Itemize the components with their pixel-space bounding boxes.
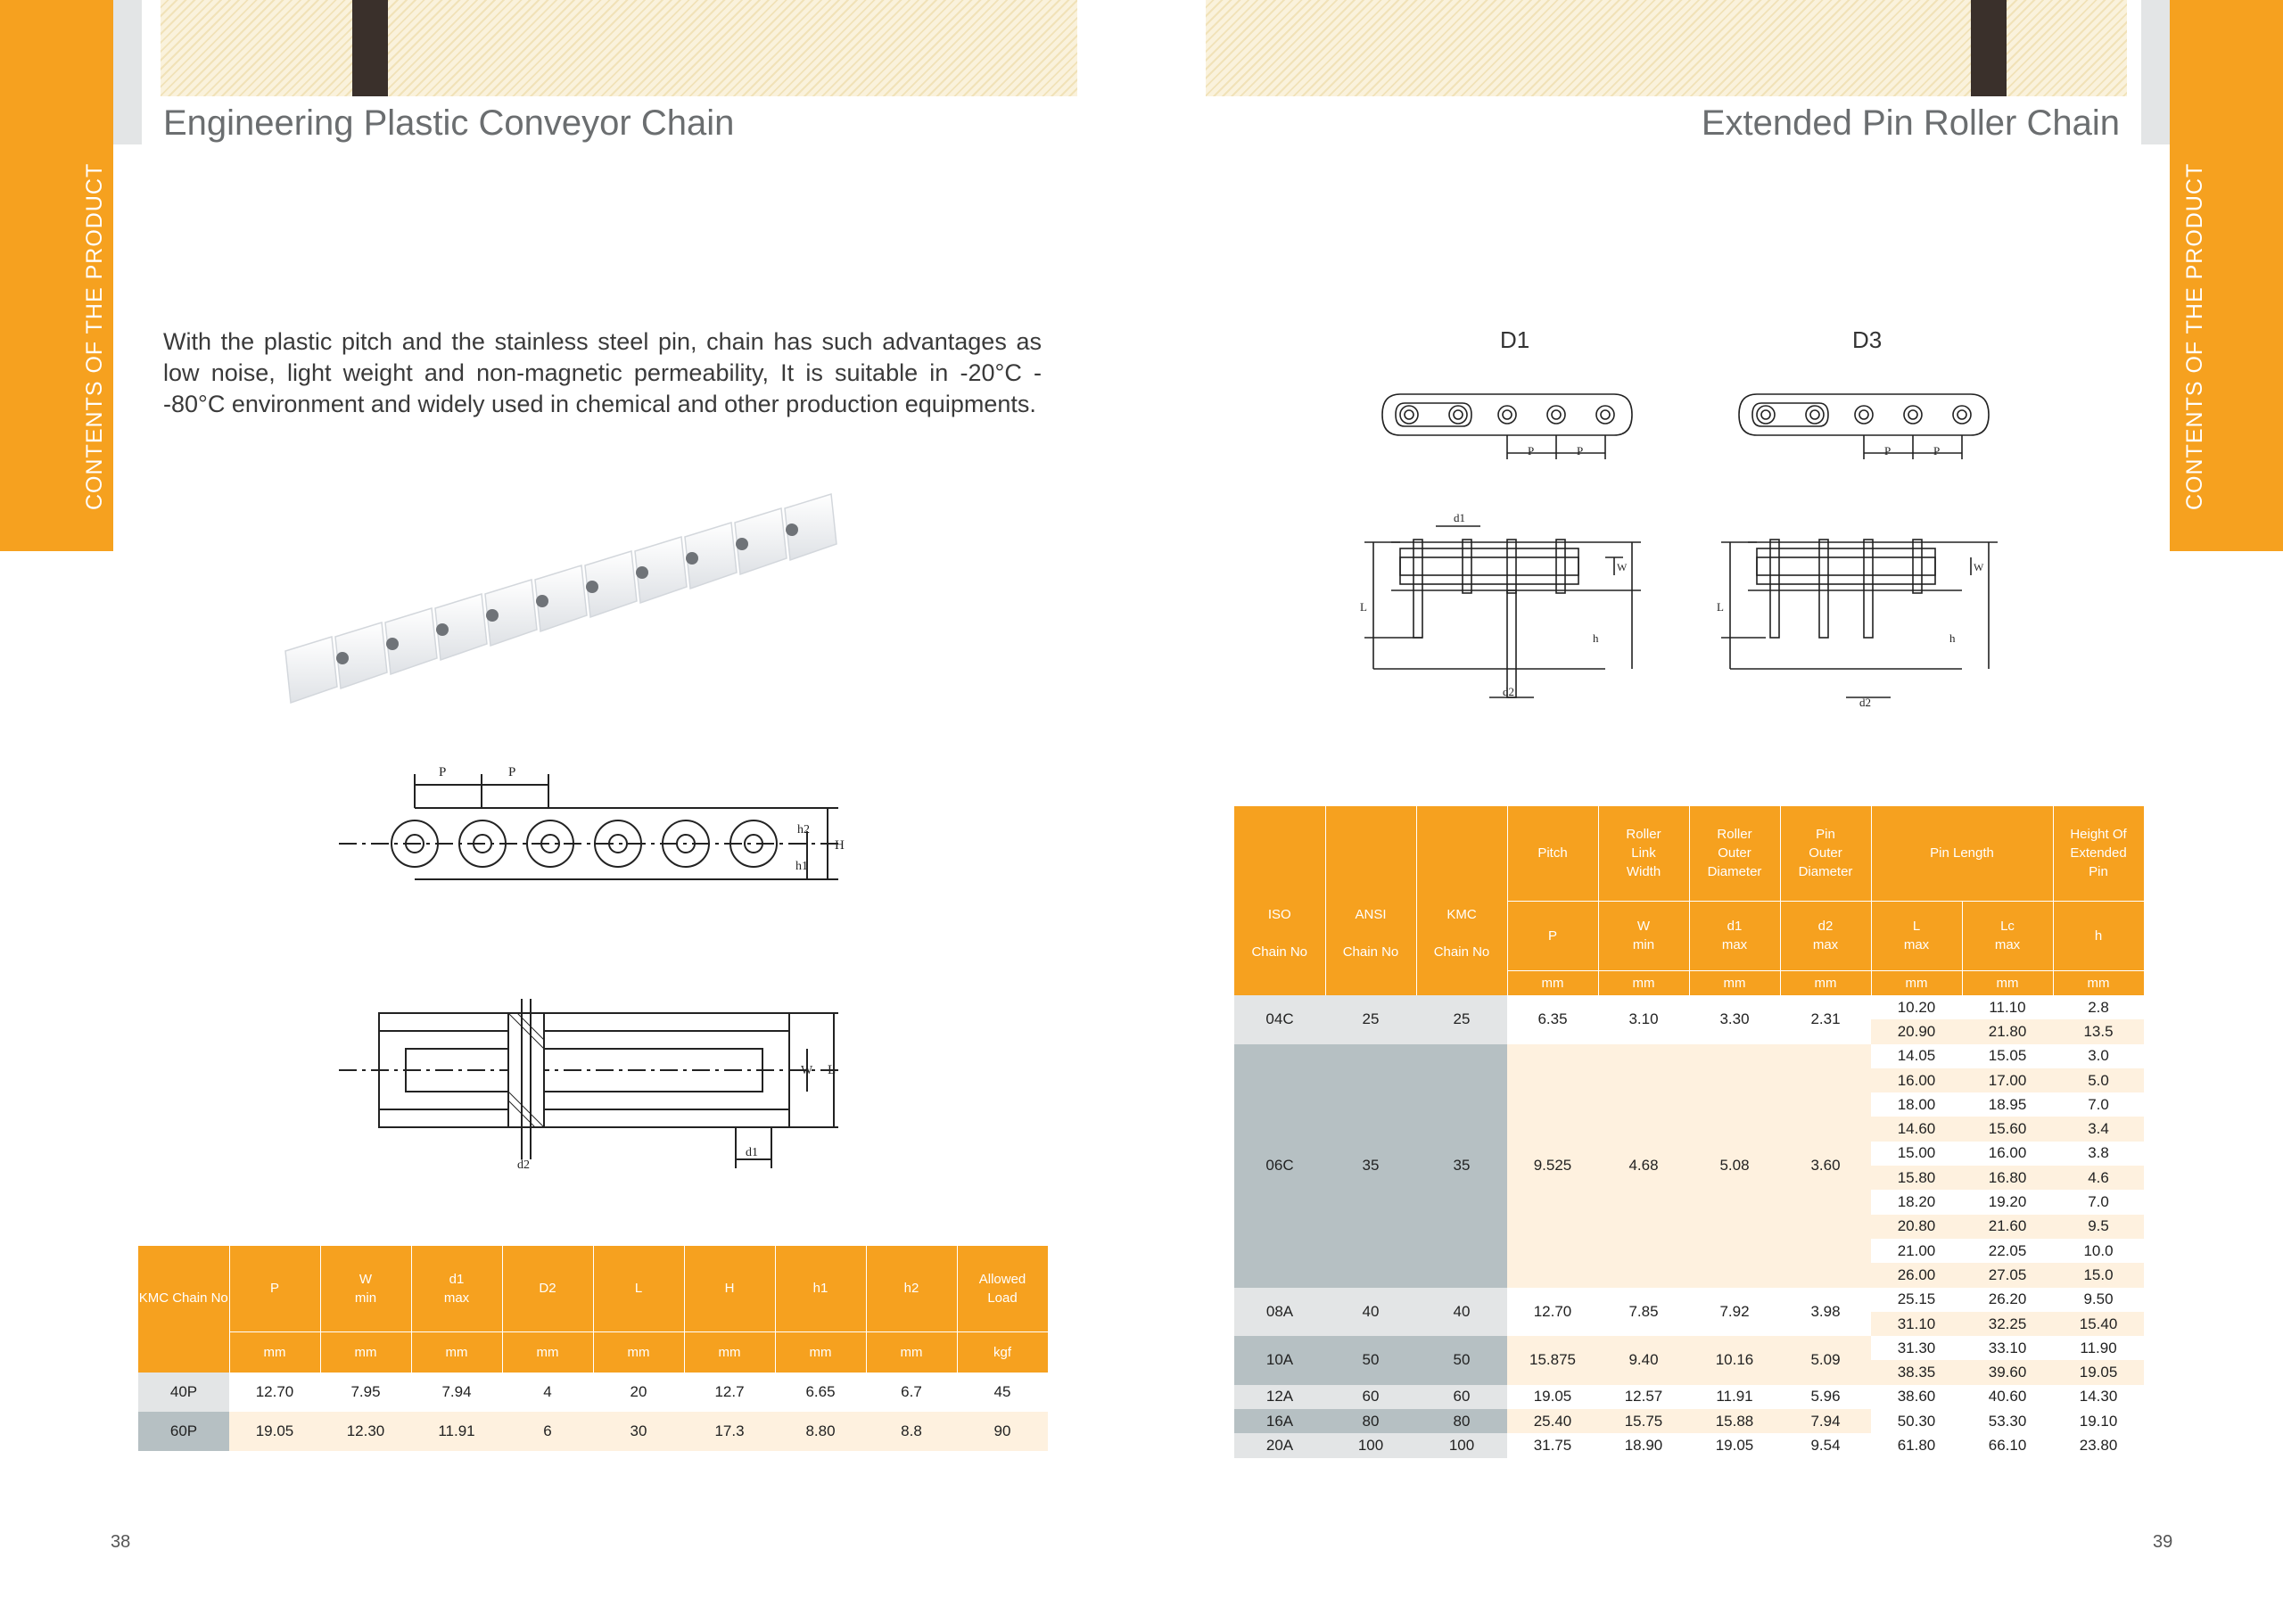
cell-d1: 10.16 <box>1689 1336 1780 1385</box>
table-cell: 6.65 <box>775 1373 866 1412</box>
row-label: 60P <box>138 1412 229 1451</box>
header-height-extended-pin: Height Of Extended Pin <box>2053 806 2144 901</box>
cell-l: 26.00 <box>1871 1263 1962 1287</box>
cell-d1: 5.08 <box>1689 1044 1780 1288</box>
header-kmc-chain-no: KMC Chain No <box>138 1246 229 1331</box>
cell-h: 13.5 <box>2053 1019 2144 1043</box>
cell-d2: 9.54 <box>1780 1433 1871 1457</box>
units-blank <box>1416 970 1507 995</box>
diagram-label-L-left: L <box>1360 600 1367 614</box>
table-units-row <box>1234 970 2144 995</box>
diagram-label-W-left: W <box>1617 561 1628 573</box>
header-h: H <box>684 1246 775 1331</box>
cell-pitch: 31.75 <box>1507 1433 1598 1457</box>
table-units-row <box>138 1331 1048 1373</box>
unit-cell: mm <box>1962 970 2053 995</box>
units-blank <box>1234 970 1325 995</box>
header-pin-outer-diameter: Pin Outer Diameter <box>1780 806 1871 901</box>
table-cell: 20 <box>593 1373 684 1412</box>
cell-kmc: 80 <box>1416 1409 1507 1433</box>
cell-h: 7.0 <box>2053 1190 2144 1214</box>
header-l: L <box>593 1246 684 1331</box>
header-w: W min <box>320 1246 411 1331</box>
diagram-label-p1: P <box>439 765 447 779</box>
chain-link <box>285 637 337 703</box>
cell-l: 18.20 <box>1871 1190 1962 1214</box>
cell-h: 19.10 <box>2053 1409 2144 1433</box>
symbol-cell: d1 max <box>1689 901 1780 970</box>
cell-lc: 32.25 <box>1962 1312 2053 1336</box>
cell-l: 38.60 <box>1871 1385 1962 1409</box>
table-cell: 4 <box>502 1373 593 1412</box>
cell-w: 9.40 <box>1598 1336 1689 1385</box>
cell-h: 10.0 <box>2053 1239 2144 1263</box>
cell-h: 11.90 <box>2053 1336 2144 1360</box>
header-p: P <box>229 1246 320 1331</box>
diagram-label-d2-left: d2 <box>1503 685 1514 698</box>
cell-lc: 33.10 <box>1962 1336 2053 1360</box>
header-roller-link-width: Roller Link Width <box>1598 806 1689 901</box>
cell-l: 16.00 <box>1871 1068 1962 1092</box>
symbol-cell: Lc max <box>1962 901 2053 970</box>
cell-h: 3.4 <box>2053 1117 2144 1141</box>
cell-l: 10.20 <box>1871 995 1962 1019</box>
chain-pin <box>786 523 798 536</box>
diagram-label-d1: d1 <box>746 1146 758 1159</box>
cell-d1: 3.30 <box>1689 995 1780 1044</box>
cell-d1: 7.92 <box>1689 1288 1780 1337</box>
cell-kmc: 25 <box>1416 995 1507 1044</box>
header-pitch: Pitch <box>1507 806 1598 901</box>
header-pattern-left <box>161 0 1077 96</box>
cell-h: 9.50 <box>2053 1288 2144 1312</box>
cell-pitch: 6.35 <box>1507 995 1598 1044</box>
table-cell: 12.30 <box>320 1412 411 1451</box>
header-dark-bar-right <box>1971 0 2007 96</box>
table-cell: 6 <box>502 1412 593 1451</box>
unit-cell: mm <box>593 1331 684 1373</box>
cell-l: 31.30 <box>1871 1336 1962 1360</box>
chain-pin <box>536 595 548 607</box>
cell-iso: 12A <box>1234 1385 1325 1409</box>
unit-cell: mm <box>775 1331 866 1373</box>
cell-d2: 5.96 <box>1780 1385 1871 1409</box>
table-cell: 17.3 <box>684 1412 775 1451</box>
symbol-cell: L max <box>1871 901 1962 970</box>
extended-pin-chain-diagrams <box>1338 383 2051 722</box>
cell-pitch: 25.40 <box>1507 1409 1598 1433</box>
cell-d2: 5.09 <box>1780 1336 1871 1385</box>
cell-kmc: 35 <box>1416 1044 1507 1288</box>
table-header-row <box>1234 806 2144 901</box>
table-row <box>138 1373 1048 1412</box>
diagram-label-h2: h2 <box>797 823 810 837</box>
cell-kmc: 100 <box>1416 1433 1507 1457</box>
table-row <box>1234 1385 2144 1409</box>
cell-lc: 19.20 <box>1962 1190 2053 1214</box>
side-tab-label-left: CONTENTS OF THE PRODUCT <box>82 162 107 510</box>
cell-lc: 66.10 <box>1962 1433 2053 1457</box>
page-number-right: 39 <box>2153 1532 2173 1552</box>
cell-l: 61.80 <box>1871 1433 1962 1457</box>
cell-lc: 40.60 <box>1962 1385 2053 1409</box>
diagram-label-L: L <box>828 1063 837 1077</box>
chain-pin <box>686 552 698 565</box>
cell-l: 20.80 <box>1871 1215 1962 1239</box>
chain-pin <box>586 581 598 593</box>
table-cell: 7.95 <box>320 1373 411 1412</box>
table-cell: 12.70 <box>229 1373 320 1412</box>
header-h2: h2 <box>866 1246 957 1331</box>
cell-d1: 11.91 <box>1689 1385 1780 1409</box>
cell-h: 5.0 <box>2053 1068 2144 1092</box>
table-row <box>1234 1433 2144 1457</box>
cell-lc: 11.10 <box>1962 995 2053 1019</box>
product-description: With the plastic pitch and the stainless steel pin, chain has such advantages as low noise, light weight and non-magnetic permeability, It is suitable in -20°C - -80°C environment and widely used in chemical and other production equipments. <box>163 328 1042 417</box>
unit-cell: mm <box>1598 970 1689 995</box>
table-cell: 7.94 <box>411 1373 502 1412</box>
unit-cell: mm <box>1780 970 1871 995</box>
cell-h: 3.0 <box>2053 1044 2144 1068</box>
cell-lc: 22.05 <box>1962 1239 2053 1263</box>
cell-l: 31.10 <box>1871 1312 1962 1336</box>
units-blank <box>138 1331 229 1373</box>
diagram-label-d1: d1 <box>1454 511 1465 524</box>
table-row <box>1234 1336 2144 1360</box>
cell-h: 9.5 <box>2053 1215 2144 1239</box>
cell-kmc: 40 <box>1416 1288 1507 1337</box>
cell-ansi: 100 <box>1325 1433 1416 1457</box>
cell-l: 25.15 <box>1871 1288 1962 1312</box>
cell-d2: 3.98 <box>1780 1288 1871 1337</box>
cell-h: 15.0 <box>2053 1263 2144 1287</box>
cell-h: 14.30 <box>2053 1385 2144 1409</box>
cell-pitch: 15.875 <box>1507 1336 1598 1385</box>
cell-h: 2.8 <box>2053 995 2144 1019</box>
table-header-row <box>138 1246 1048 1331</box>
side-tab-label-right: CONTENTS OF THE PRODUCT <box>2182 162 2207 510</box>
cell-kmc: 50 <box>1416 1336 1507 1385</box>
table-row <box>1234 995 2144 1019</box>
cell-l: 14.60 <box>1871 1117 1962 1141</box>
cell-lc: 39.60 <box>1962 1360 2053 1384</box>
plastic-chain-spec-table <box>138 1246 1049 1451</box>
row-label: 40P <box>138 1373 229 1412</box>
cell-l: 18.00 <box>1871 1092 1962 1117</box>
cell-lc: 27.05 <box>1962 1263 2053 1287</box>
table-row <box>1234 1044 2144 1068</box>
header-d1: d1 max <box>411 1246 502 1331</box>
symbol-cell: P <box>1507 901 1598 970</box>
cell-l: 38.35 <box>1871 1360 1962 1384</box>
table-cell: 12.7 <box>684 1373 775 1412</box>
cell-w: 15.75 <box>1598 1409 1689 1433</box>
table-cell: 45 <box>957 1373 1048 1412</box>
cell-d1: 15.88 <box>1689 1409 1780 1433</box>
unit-cell: mm <box>1689 970 1780 995</box>
cell-h: 23.80 <box>2053 1433 2144 1457</box>
side-gray-right <box>2141 0 2170 144</box>
table-cell: 8.80 <box>775 1412 866 1451</box>
cell-ansi: 60 <box>1325 1385 1416 1409</box>
table-cell: 8.8 <box>866 1412 957 1451</box>
chain-pin <box>336 652 349 664</box>
page-title-left: Engineering Plastic Conveyor Chain <box>163 103 735 143</box>
cell-iso: 08A <box>1234 1288 1325 1337</box>
cell-w: 7.85 <box>1598 1288 1689 1337</box>
unit-cell: mm <box>1871 970 1962 995</box>
cell-d2: 2.31 <box>1780 995 1871 1044</box>
header-roller-outer-diameter: Roller Outer Diameter <box>1689 806 1780 901</box>
table-cell: 19.05 <box>229 1412 320 1451</box>
diagram-label-W-right: W <box>1974 561 1984 573</box>
diagram-d1-label: D1 <box>1500 326 1530 353</box>
chain-pin <box>636 566 648 579</box>
cell-d1: 19.05 <box>1689 1433 1780 1457</box>
unit-cell: mm <box>411 1331 502 1373</box>
unit-cell: mm <box>229 1331 320 1373</box>
plastic-chain-side-diagram <box>339 749 856 901</box>
diagram-label-h1: h1 <box>795 860 808 873</box>
cell-h: 3.8 <box>2053 1142 2144 1166</box>
table-row <box>1234 1409 2144 1433</box>
cell-lc: 15.60 <box>1962 1117 2053 1141</box>
table-row <box>138 1412 1048 1451</box>
header-kmc: KMC Chain No <box>1416 806 1507 970</box>
unit-cell: mm <box>502 1331 593 1373</box>
table-cell: 11.91 <box>411 1412 502 1451</box>
cell-ansi: 80 <box>1325 1409 1416 1433</box>
chain-pin <box>386 638 399 650</box>
diagram-label-d2: d2 <box>517 1158 530 1172</box>
cell-w: 3.10 <box>1598 995 1689 1044</box>
cell-iso: 16A <box>1234 1409 1325 1433</box>
cell-lc: 53.30 <box>1962 1409 2053 1433</box>
cell-l: 50.30 <box>1871 1409 1962 1433</box>
chain-pin <box>436 623 449 636</box>
unit-cell: mm <box>2053 970 2144 995</box>
cell-l: 15.00 <box>1871 1142 1962 1166</box>
unit-cell: mm <box>1507 970 1598 995</box>
header-d2: D2 <box>502 1246 593 1331</box>
cell-ansi: 35 <box>1325 1044 1416 1288</box>
cell-iso: 20A <box>1234 1433 1325 1457</box>
header-pin-length: Pin Length <box>1871 806 2053 901</box>
header-iso: ISO Chain No <box>1234 806 1325 970</box>
cell-h: 4.6 <box>2053 1166 2144 1190</box>
cell-pitch: 12.70 <box>1507 1288 1598 1337</box>
plastic-chain-top-diagram <box>339 999 856 1177</box>
cell-iso: 10A <box>1234 1336 1325 1385</box>
table-cell: 6.7 <box>866 1373 957 1412</box>
unit-cell: mm <box>866 1331 957 1373</box>
diagram-label-d2-right: d2 <box>1859 696 1871 709</box>
cell-ansi: 50 <box>1325 1336 1416 1385</box>
cell-h: 19.05 <box>2053 1360 2144 1384</box>
unit-cell: kgf <box>957 1331 1048 1373</box>
cell-d2: 7.94 <box>1780 1409 1871 1433</box>
cell-lc: 21.60 <box>1962 1215 2053 1239</box>
cell-l: 14.05 <box>1871 1044 1962 1068</box>
cell-l: 20.90 <box>1871 1019 1962 1043</box>
cell-iso: 06C <box>1234 1044 1325 1288</box>
cell-h: 15.40 <box>2053 1312 2144 1336</box>
chain-pin <box>486 609 499 622</box>
symbol-cell: d2 max <box>1780 901 1871 970</box>
cell-l: 21.00 <box>1871 1239 1962 1263</box>
diagram-label-L-right: L <box>1717 600 1724 614</box>
cell-w: 4.68 <box>1598 1044 1689 1288</box>
unit-cell: mm <box>320 1331 411 1373</box>
cell-lc: 18.95 <box>1962 1092 2053 1117</box>
diagram-label-P-d3b: P <box>1933 444 1941 458</box>
cell-kmc: 60 <box>1416 1385 1507 1409</box>
page-title-right: Extended Pin Roller Chain <box>1701 103 2120 143</box>
cell-d2: 3.60 <box>1780 1044 1871 1288</box>
extended-pin-spec-table <box>1234 806 2145 1458</box>
symbol-cell: h <box>2053 901 2144 970</box>
header-dark-bar-left <box>352 0 388 96</box>
symbol-cell: W min <box>1598 901 1689 970</box>
table-cell: 90 <box>957 1412 1048 1451</box>
cell-lc: 17.00 <box>1962 1068 2053 1092</box>
cell-iso: 04C <box>1234 995 1325 1044</box>
cell-h: 7.0 <box>2053 1092 2144 1117</box>
diagram-label-P-d1a: P <box>1528 444 1535 458</box>
cell-lc: 15.05 <box>1962 1044 2053 1068</box>
header-allowed-load: Allowed Load <box>957 1246 1048 1331</box>
diagram-label-p2: P <box>508 765 516 779</box>
cell-pitch: 19.05 <box>1507 1385 1598 1409</box>
cell-pitch: 9.525 <box>1507 1044 1598 1288</box>
diagram-label-H: H <box>835 838 845 853</box>
header-ansi: ANSI Chain No <box>1325 806 1416 970</box>
diagram-label-h-left: h <box>1593 631 1599 645</box>
table-cell: 30 <box>593 1412 684 1451</box>
cell-l: 15.80 <box>1871 1166 1962 1190</box>
diagram-label-P-d1b: P <box>1577 444 1584 458</box>
unit-cell: mm <box>684 1331 775 1373</box>
cell-lc: 26.20 <box>1962 1288 2053 1312</box>
diagram-d3-label: D3 <box>1852 326 1883 353</box>
table-row <box>1234 1288 2144 1312</box>
side-gray-left <box>113 0 142 144</box>
plastic-chain-illustration <box>268 482 874 713</box>
diagram-label-h-right: h <box>1949 631 1956 645</box>
page-number-left: 38 <box>111 1532 131 1552</box>
cell-ansi: 40 <box>1325 1288 1416 1337</box>
cell-lc: 16.80 <box>1962 1166 2053 1190</box>
units-blank <box>1325 970 1416 995</box>
chain-pin <box>736 538 748 550</box>
cell-w: 18.90 <box>1598 1433 1689 1457</box>
header-h1: h1 <box>775 1246 866 1331</box>
cell-lc: 21.80 <box>1962 1019 2053 1043</box>
diagram-label-P-d3a: P <box>1884 444 1892 458</box>
diagram-label-W: W <box>801 1064 813 1077</box>
cell-ansi: 25 <box>1325 995 1416 1044</box>
cell-w: 12.57 <box>1598 1385 1689 1409</box>
cell-lc: 16.00 <box>1962 1142 2053 1166</box>
